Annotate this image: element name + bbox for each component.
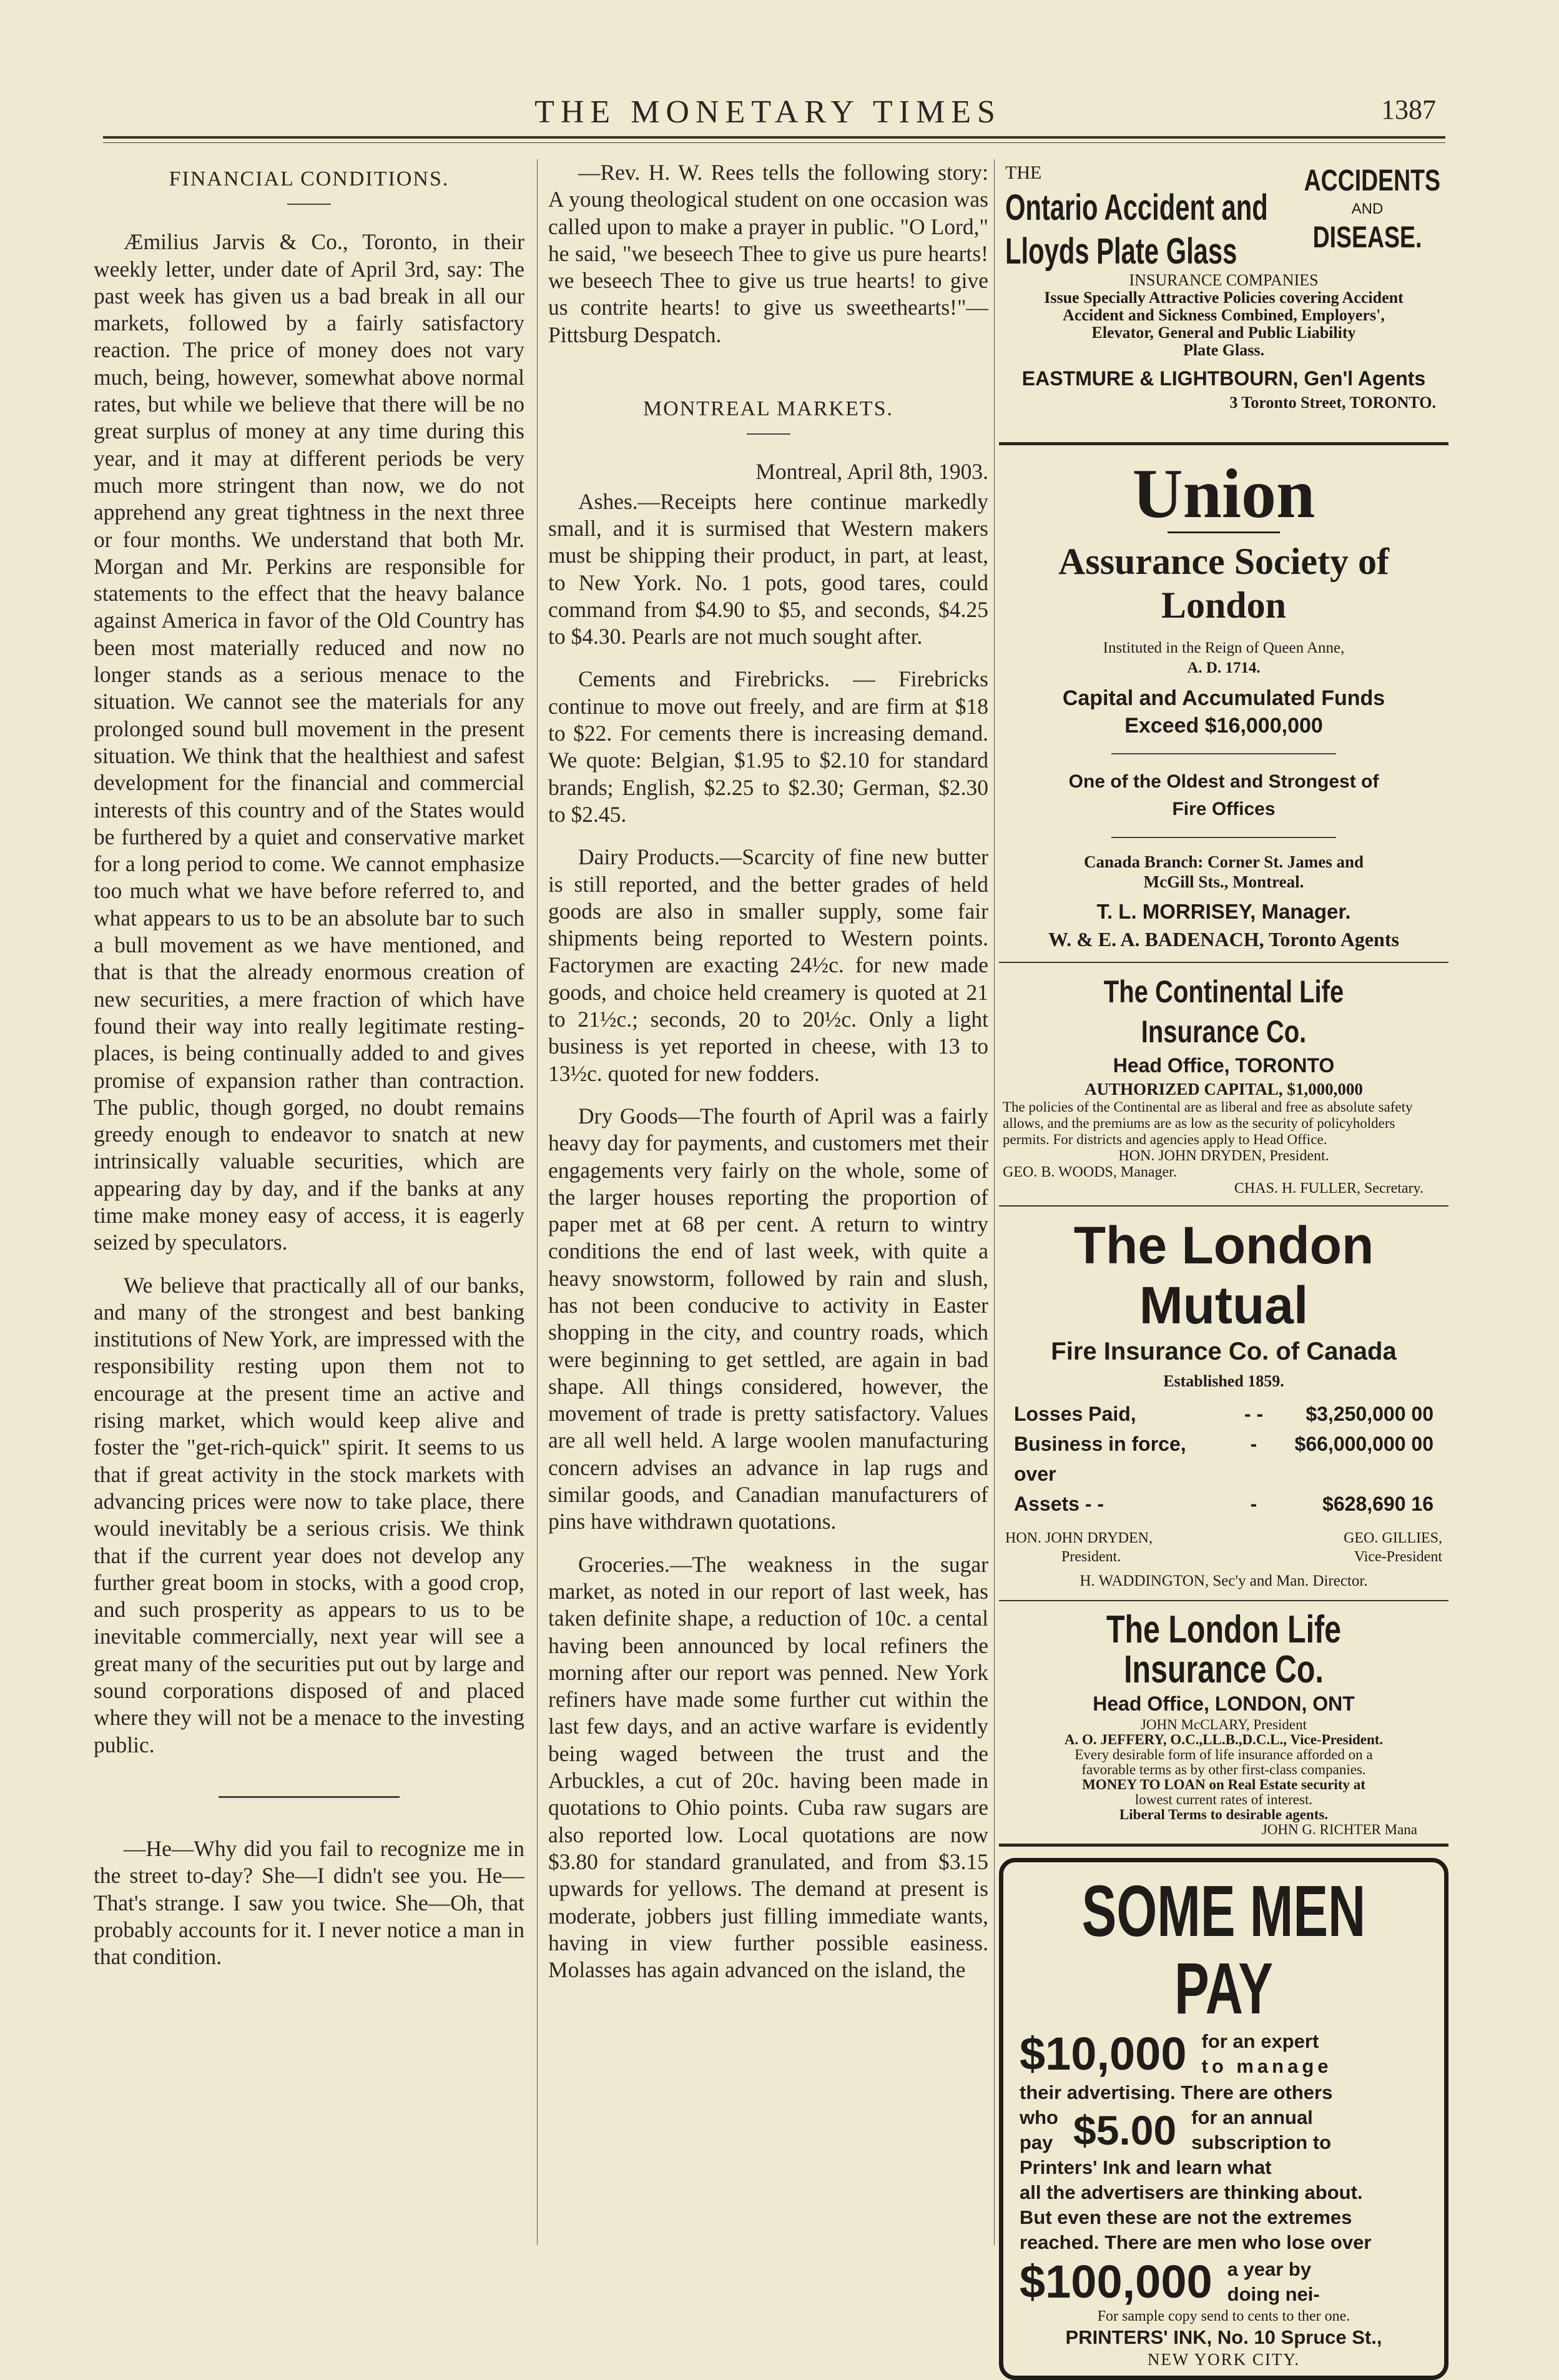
ad-text: who (1020, 2106, 1058, 2128)
continental-life-ad (999, 972, 1448, 1197)
ad-divider (999, 1844, 1448, 1847)
ad-text: A. D. 1714. (1187, 659, 1261, 676)
dateline: Montreal, April 8th, 1903. (755, 459, 988, 485)
ad-text: doing nei- (1227, 2283, 1320, 2305)
ad-text: Accident and Sickness Combined, Employers', (1063, 306, 1385, 324)
ad-text: For sample copy send to cents to ther one. (1097, 2308, 1350, 2324)
section-heading: MONTREAL MARKETS. (642, 397, 894, 421)
figure-label: Business in force, over (1014, 1433, 1186, 1485)
figures-row (999, 1489, 1448, 1519)
ad-text: Fire Insurance Co. of Canada (1051, 1338, 1397, 1365)
paragraph: Æmilius Jarvis & Co., Toronto, in their weekly letter, under date of April 3rd, say: The past week has given us a bad break in all our markets, followed by a fairly satisfactory reaction. The price of money does not vary much, being, however, somewhat above normal rates, but while we believe that there will be no great surplus of money at any time during this year, and it may at different periods be very much more stringent than now, we do not apprehend any great tightness in the next three or four months. We understand that both Mr. Morgan and Mr. Perkins are responsible for statements to the effect that the heavy balance against America in favor of the Old Country has been most materially reduced and now no longer stands as a serious menace to the situation. We cannot see the materials for any prolonged sound bull movement in the present situation. We think that the healthiest and safest development for the financial and commercial interests of this country and of the States would be furthered by a quiet and conservative market for a long period to come. We cannot emphasize too much what we have before referred to, and what appears to us to be an absolute bar to such a bull movement as we have mentioned, and that is that the already enormous creation of new securities, a mere fraction of which have found their way into really legitimate resting-places, is being continually added to and gives promise of expansion rather than contraction. The public, though gorged, no doubt remains greedy enough to endeavor to snatch at new intrinsically valuable securities, which are appearing day by day, and if the banks at any time make money easy of access, it is eagerly seized by speculators. (94, 229, 524, 1255)
paragraph: Cements and Firebricks. — Firebricks continue to move out freely, and are firm at $18 to $22. For cements there is increasing demand. We quote: Belgian, $1.95 to $2.10 for standard brands; English, $2.25 to $2.30; German, $2.30 to $2.45. (548, 666, 988, 827)
ad-text: Canada Branch: Corner St. James and (1083, 852, 1364, 871)
officer-right (1344, 1529, 1442, 1566)
ontario-accident-ad (999, 156, 1448, 431)
ad-text: favorable terms as by other first-class companies. (1081, 1762, 1366, 1777)
ad-text: SOME MEN PAY (1081, 1870, 1366, 2029)
ad-text: JOHN G. RICHTER Mana (1261, 1822, 1417, 1837)
header-rule (103, 136, 1445, 139)
ad-row (1020, 2255, 1428, 2308)
ad-side-text (1191, 2105, 1331, 2155)
figure-dash: - (1250, 1493, 1257, 1515)
paragraph: Groceries.—The weakness in the sugar market, as noted in our report of last week, has taken definite shape, a reduction of 10c. a cental having been announced by local refiners the morning after our report was penned. New York refiners have made some further cut within the last few days, and an active warfare is evidently being waged between the trust and the Arbuckles, a cut of 20c. having been made in quotations to Ohio points. Cuba raw sugars are also reported low. Local quotations are now $3.80 for standard granulated, and from $3.15 upwards for yellows. The demand at present is moderate, jobbers just filling immediate wants, having in view further possible easiness. Molasses has again advanced on the island, the (548, 1551, 988, 1983)
section-divider (219, 1796, 400, 1798)
ad-text: all the advertisers are thinking about. (1020, 2181, 1363, 2203)
ad-text: their advertising. There are others (1020, 2081, 1333, 2103)
ad-text: T. L. MORRISEY, Manager. (1096, 900, 1351, 923)
ad-text: Union (1132, 455, 1316, 533)
ad-text: GEO. B. WOODS, Manager. (1003, 1164, 1177, 1180)
ad-row (1020, 2105, 1428, 2155)
newspaper-title: THE MONETARY TIMES (534, 94, 1001, 130)
ad-text: Established 1859. (1163, 1372, 1284, 1390)
ad-text: Head Office, TORONTO (1113, 1054, 1335, 1077)
ad-text: Elevator, General and Public Liability (1091, 323, 1356, 342)
ad-rule (1111, 753, 1336, 754)
paragraph: Dry Goods—The fourth of April was a fairly heavy day for payments, and customers met their engagements very fairly on the whole, some of the larger houses reporting the proportion of paper met at 68 per cent. A return to wintry conditions the end of last week, with quite a heavy snowstorm, followed by rain and slush, has not been conducive to activity in Easter shopping in the city, and country roads, which were beginning to get settled, are again in bad shape. All things considered, however, the movement of trade is pretty satisfactory. Values are all well held. A large woolen manufacturing concern advises an advance in lap rugs and similar goods, and Canadian manufacturers of pins have withdrawn quotations. (548, 1103, 988, 1534)
london-mutual-ad (999, 1215, 1448, 1591)
paragraph: We believe that practically all of our banks, and many of the strongest and best banking institutions of New York, are impressed with the responsibility resting upon them not to encourage at the present time an active and rising market, which would keep alive and foster the "get-rich-quick" spirit. It seems to us that if great activity in the stock markets with advancing prices were now to take place, there would inevitably be a serious crisis. We think that if the current year does not develop any further great boom in stocks, with a good crop, and such prosperity as appears to us to be inevitable commercially, next year will see a great many of the securities put out by large and sound corporations disposed of and placed where they will not be a menace to the investing public. (94, 1272, 524, 1757)
ad-text: to manage (1201, 2055, 1332, 2077)
ad-text: President. (1061, 1549, 1121, 1565)
ad-text: Instituted in the Reign of Queen Anne, (1103, 639, 1345, 656)
ad-text: The policies of the Continental are as liberal and free as absolute safety allows, and the premiums are as low as the security of policyholders permits. For districts and agencies apply to Head Office. (1003, 1099, 1413, 1147)
ad-side-text (1020, 2105, 1058, 2155)
column-divider (537, 159, 538, 2245)
ad-amount: $10,000 (1020, 2028, 1187, 2080)
ad-rule (1111, 837, 1336, 838)
ad-text: The London Life Insurance Co. (1106, 1608, 1342, 1691)
page-number: 1387 (1381, 94, 1436, 125)
ad-text: for an expert (1201, 2030, 1319, 2052)
ad-text: HON. JOHN DRYDEN, President. (1118, 1148, 1329, 1164)
ad-text: Exceed $16,000,000 (1124, 714, 1323, 738)
ad-text: NEW YORK CITY. (1147, 2350, 1301, 2369)
ad-text: JOHN McCLARY, President (1140, 1717, 1307, 1732)
officers-row (999, 1529, 1448, 1566)
ad-amount: $100,000 (1020, 2256, 1212, 2308)
ad-text: H. WADDINGTON, Sec'y and Man. Director. (1079, 1573, 1368, 1589)
ad-text: The London Mutual (1073, 1216, 1374, 1335)
printers-ink-ad (999, 1858, 1448, 2380)
ad-divider (999, 1600, 1448, 1601)
ad-text: lowest current rates of interest. (1134, 1792, 1313, 1807)
ad-text: W. & E. A. BADENACH, Toronto Agents (1048, 928, 1399, 951)
ad-text: Vice-President (1354, 1549, 1442, 1565)
header-rule-thin (103, 142, 1445, 143)
column-montreal-markets (548, 159, 988, 1999)
ad-text: pay (1020, 2131, 1053, 2153)
ad-text: A. O. JEFFERY, O.C.,LL.B.,D.C.L., Vice-President. (1064, 1732, 1384, 1747)
paragraph: Dairy Products.—Scarcity of fine new butter is still reported, and the better grades of held goods are also in smaller supply, some fair shipments being reported to Western points. Factorymen are exacting 24½c. for new made goods, and choice held creamery is quoted at 21 to 21½c.; seconds, 20 to 20½c. Only a light business is yet reported in cheese, with 13 to 13½c. quoted for new fodders. (548, 844, 988, 1086)
ad-body (999, 1717, 1448, 1837)
ad-text: Issue Specially Attractive Policies covering Accident (1044, 289, 1404, 307)
paragraph: —He—Why did you fail to recognize me in the street to-day? She—I didn't see you. He—That's strange. I saw you twice. She—Oh, that probably accounts for it. I never notice a man in that condition. (94, 1835, 524, 1970)
paragraph: —Rev. H. W. Rees tells the following story: A young theological student on one occasion was called upon to make a prayer in public. "O Lord," he said, "we beseech Thee to give us pure hearts! we beseech Thee to give us true hearts! to give us contrite hearts! to give us sweethearts!"—Pittsburg Despatch. (548, 160, 988, 347)
ad-text: 3 Toronto Street, TORONTO. (1229, 393, 1436, 412)
column-divider (994, 159, 995, 2245)
figures-row (999, 1399, 1448, 1429)
ad-text: EASTMURE & LIGHTBOURN, Gen'l Agents (1021, 367, 1426, 390)
ad-text: INSURANCE COMPANIES (1129, 271, 1319, 289)
ad-text: Liberal Terms to desirable agents. (1119, 1807, 1329, 1822)
ad-text: Printers' Ink and learn what (1020, 2156, 1272, 2178)
ad-text: PRINTERS' INK, No. 10 Spruce St., (1065, 2326, 1382, 2348)
figure-label: Losses Paid, (1014, 1403, 1136, 1425)
ad-text: AND (1351, 200, 1384, 217)
page-header (100, 94, 1436, 130)
ad-divider (999, 442, 1448, 445)
advertisements-column (999, 156, 1448, 2380)
ad-text: subscription to (1191, 2131, 1332, 2153)
figures-row (999, 1429, 1448, 1489)
figure-label: Assets - - (1014, 1493, 1104, 1515)
ad-text: ACCIDENTS (1304, 164, 1441, 197)
ad-text: Fire Offices (1172, 799, 1276, 819)
ad-text: AUTHORIZED CAPITAL, $1,000,000 (1084, 1080, 1363, 1099)
ad-description (999, 272, 1448, 359)
ad-text: McGill Sts., Montreal. (1143, 872, 1304, 891)
ad-text: Ontario Accident and (1005, 187, 1268, 228)
ad-text: The Continental Life Insurance Co. (1103, 974, 1344, 1049)
paragraph: Ashes.—Receipts here continue markedly small, and it is surmised that Western makers must be shipping their product, in part, at least, to New York. No. 1 pots, good tares, could command from $4.90 to $5, and seconds, $4.25 to $4.30. Pearls are not much sought after. (548, 488, 988, 649)
ad-text: reached. There are men who lose over (1020, 2231, 1372, 2253)
ad-text: for an annual (1191, 2106, 1313, 2128)
heading-rule (287, 204, 331, 205)
ad-text: Plate Glass. (1183, 341, 1264, 359)
ad-text: DISEASE. (1312, 221, 1422, 254)
figure-value: $628,690 16 (1322, 1493, 1434, 1515)
ad-side-text (1227, 2257, 1320, 2307)
ad-text: But even these are not the extremes (1020, 2206, 1352, 2228)
ad-text: CHAS. H. FULLER, Secretary. (1234, 1180, 1424, 1197)
ad-right-block (1286, 164, 1448, 255)
ad-text: Lloyds Plate Glass (1005, 231, 1237, 272)
ad-text: HON. JOHN DRYDEN, (1005, 1530, 1153, 1546)
ad-text: Every desirable form of life insurance afforded on a (1075, 1747, 1373, 1762)
ad-text: MONEY TO LOAN on Real Estate security at (1082, 1777, 1365, 1792)
ad-text: a year by (1227, 2258, 1312, 2280)
section-heading: FINANCIAL CONDITIONS. (169, 167, 450, 190)
ad-row (1020, 2027, 1428, 2080)
union-assurance-ad (999, 457, 1448, 953)
figure-value: $66,000,000 00 (1294, 1433, 1434, 1455)
ad-text: Head Office, LONDON, ONT (1093, 1692, 1355, 1715)
ad-text: GEO. GILLIES, (1344, 1530, 1442, 1546)
ad-divider (999, 1205, 1448, 1207)
london-life-ad (999, 1610, 1448, 1837)
ad-text: One of the Oldest and Strongest of (1068, 771, 1379, 792)
figure-dash: - (1250, 1433, 1257, 1455)
ad-text: Capital and Accumulated Funds (1062, 686, 1385, 710)
officer-left (1005, 1529, 1153, 1566)
ad-text: THE (1005, 162, 1042, 183)
ad-divider (999, 962, 1448, 963)
ad-text: Assurance Society of London (1058, 541, 1389, 626)
ad-amount: $5.00 (1073, 2107, 1177, 2153)
column-financial-conditions (94, 159, 524, 1986)
figure-dash: - - (1244, 1403, 1264, 1425)
ad-side-text (1202, 2029, 1332, 2079)
figure-value: $3,250,000 00 (1306, 1403, 1434, 1425)
heading-rule (747, 433, 790, 435)
